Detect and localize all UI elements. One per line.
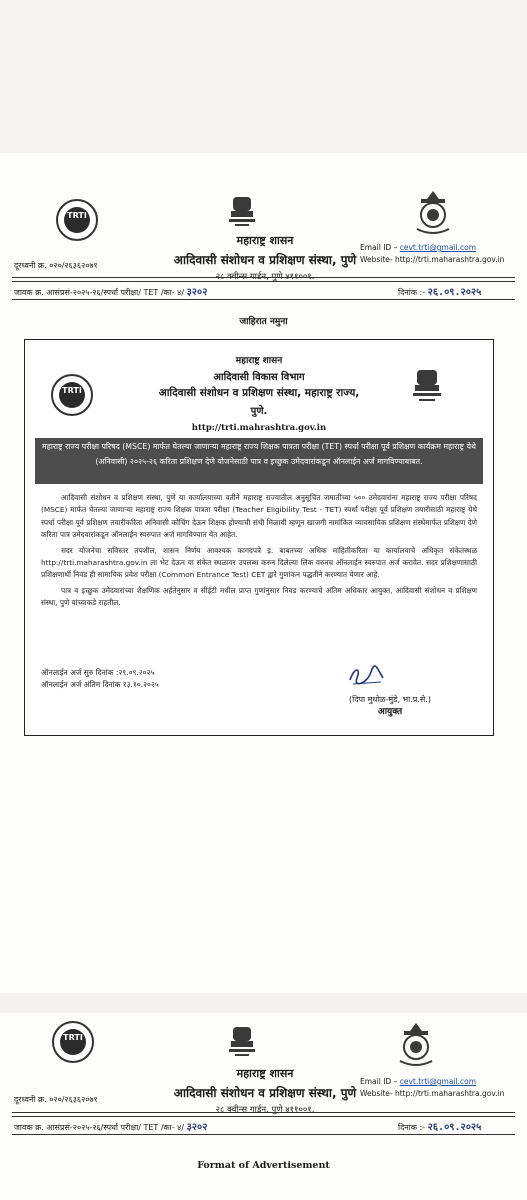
- start-date: ऑनलाईन अर्ज सुरु दिनांक :२९.०९.२०२५: [41, 668, 155, 677]
- institute-name: आदिवासी संशोधन व प्रशिक्षण संस्था, पुणे: [173, 253, 357, 267]
- reference-divider: [12, 299, 515, 301]
- ad-body: [41, 492, 477, 613]
- ad-city: पुणे.: [250, 406, 268, 417]
- outward-number-handwritten: ३२०२: [186, 287, 208, 298]
- signatory-name: (दिपा मुधोळ-मुंडे, भा.प्र.से.): [349, 695, 431, 704]
- letterhead-title-page2: महाराष्ट्र शासन आदिवासी संशोधन व प्रशिक्षण संस्था, पुणे २८ क्वीन्स गार्डन, पुणे ४११००१.: [173, 1067, 357, 1115]
- institute-address: २८ क्वीन्स गार्डन, पुणे ४११००१.: [215, 272, 315, 282]
- ad-department: आदिवासी विकास विभाग: [213, 372, 305, 383]
- outward-number-page2: जावक क्र. आसंप्रसं-२०२५-२६/स्पर्धा परीक्षा/ TET /का- ४/ ३२०२: [14, 1122, 208, 1133]
- trti-logo-icon-page2: TRTI: [52, 1021, 94, 1063]
- advertisement-box: [24, 339, 494, 736]
- outward-number-prefix: जावक क्र. आसंप्रसं-२०२५-२६/स्पर्धा परीक्षा/ TET /का- ४/: [14, 288, 185, 297]
- ad-website-link[interactable]: http://trti.mahrashtra.gov.in: [191, 423, 327, 433]
- website-link-page2[interactable]: Website- http://trti.maharashtra.gov.in: [360, 1089, 505, 1098]
- gov-name: महाराष्ट्र शासन: [236, 234, 294, 247]
- reference-divider-page2: [12, 1134, 515, 1136]
- end-date: ऑनलाईन अर्ज अंतिम दिनांक १३.१०.२०२५: [41, 680, 159, 689]
- document-page-1: [0, 153, 527, 993]
- contact-block-page2: Email ID – cevt.trti@gmail.com Website- http://trti.maharashtra.gov.in: [360, 1077, 505, 1098]
- ad-paragraph-1: आदिवासी संशोधन व प्रशिक्षण संस्था, पुणे या कार्यालयाच्या वतीने महाराष्ट्र राज्यातील अनुसूचित जमातीच्या ५०० उमेदवारांना महाराष्ट्र राज्य परीक्षा परिषद (MSCE) मार्फत घेतल्या जाणाऱ्या महाराष्ट्र राज्य शिक्षक पात्रता परीक्षा (Teacher Eligibility Test - TET) स्पर्धा परीक्षा पूर्व प्रशिक्षण तयारीसाठी महाराष्ट्र येथे स्पर्धा परीक्षा पूर्व प्रशिक्षण तयारीकरिता अनिवासी कोचिंग देऊन शिक्षक होण्याची संधी मिळावी म्हणून खाजगी नामांकित व्यावसायिक प्रशिक्षण संस्थेमार्फत प्रशिक्षण देणे करिता पात्र उमेदवारांकडून ऑनलाईन स्वरुपात अर्ज मागविण्यात येत आहेत.: [41, 493, 477, 540]
- ad-header: [25, 353, 493, 433]
- signatory-block: [315, 693, 465, 719]
- contact-block: [360, 242, 504, 266]
- letter-date: [398, 284, 481, 298]
- signatory-designation: आयुक्त: [377, 707, 403, 717]
- application-dates: [41, 667, 159, 691]
- date-label: दिनांक :-: [398, 288, 426, 297]
- advertisement-heading: जाहिरात नमुना: [239, 317, 288, 327]
- state-emblem-icon-page2: [225, 1023, 259, 1063]
- state-emblem-icon: [225, 193, 259, 233]
- phone-number-page2: दूरध्वनी क्र. ०२०/२६३६२०७१: [14, 1095, 98, 1104]
- email-label: Email ID –: [360, 243, 398, 252]
- letterhead-divider-page2: [12, 1112, 515, 1117]
- website-link[interactable]: Website- http://trti.maharashtra.gov.in: [360, 255, 505, 264]
- format-heading: Format of Advertisement: [197, 1160, 330, 1171]
- ad-subject-banner: महाराष्ट्र राज्य परीक्षा परिषद (MSCE) मार्फत घेतल्या जाणाऱ्या महाराष्ट्र राज्य शिक्षक पात्रता परीक्षा (TET) स्पर्धा परीक्षा पूर्व प्रशिक्षण कार्यक्रम महाराष्ट्र येथे (अनिवासी) २०२५-२६ करिता प्रशिक्षण देणे योजनेसाठी पात्र व इच्छुक उमेदवारांकडून ऑनलाईन अर्ज मागविण्याबाबत.: [35, 438, 483, 484]
- maharashtra-crest-icon-page2: [396, 1021, 436, 1067]
- ad-institute: आदिवासी संशोधन व प्रशिक्षण संस्था, महाराष्ट्र राज्य,: [158, 387, 360, 399]
- ad-trti-logo-icon: TRTI: [51, 374, 93, 416]
- scan-background-gap: [0, 993, 527, 1013]
- ad-paragraph-3: पात्र व इच्छुक उमेदवारांच्या शैक्षणिक अर्हतेनुसार व सीईटी मधील प्राप्त गुणांनुसार निवड करण्याचे अंतिम अधिकार आयुक्त, आदिवासी संशोधन व प्रशिक्षण संस्था, पुणे यांच्याकडे राहतील.: [41, 585, 477, 608]
- date-handwritten: २६.०९.२०२५: [427, 287, 482, 298]
- phone-number: दूरध्वनी क्र. ०२०/२६३६२०७१: [14, 261, 98, 270]
- letterhead-divider: [12, 277, 515, 282]
- email-link[interactable]: cevt.trti@gmail.com: [399, 243, 477, 252]
- email-link-page2[interactable]: cevt.trti@gmail.com: [399, 1077, 477, 1086]
- ad-paragraph-2: सदर योजनेचा सविस्तर तपशील, शासन निर्णय आवश्यक कागदपत्रे इ. बाबतच्या अधिक माहितीकरिता या कार्यालयाचे अधिकृत संकेतस्थळ http://trti.maharashtra.gov.in ला भेट देऊन या संकेत स्थळावर उपलब्ध करुन दिलेल्या लिंक वरुनच ऑनलाईन स्वरुपात अर्ज करावेत. सदर प्रशिक्षणासाठी प्रशिक्षणार्थी निवड ही सामायिक प्रवेश परीक्षा (Common Entrance Test) CET द्वारे गुणांकन पद्धतीने करण्यात येणार आहे.: [41, 545, 477, 580]
- scan-background-top: [0, 0, 527, 153]
- ad-gov: महाराष्ट्र शासन: [235, 356, 283, 366]
- trti-logo-icon: TRTI: [56, 199, 98, 241]
- maharashtra-crest-icon: [413, 189, 453, 235]
- document-page-2: [0, 1013, 527, 1200]
- letter-date-page2: दिनांक :- २६.०९.२०२५: [398, 1122, 482, 1133]
- signature-icon: [347, 664, 387, 688]
